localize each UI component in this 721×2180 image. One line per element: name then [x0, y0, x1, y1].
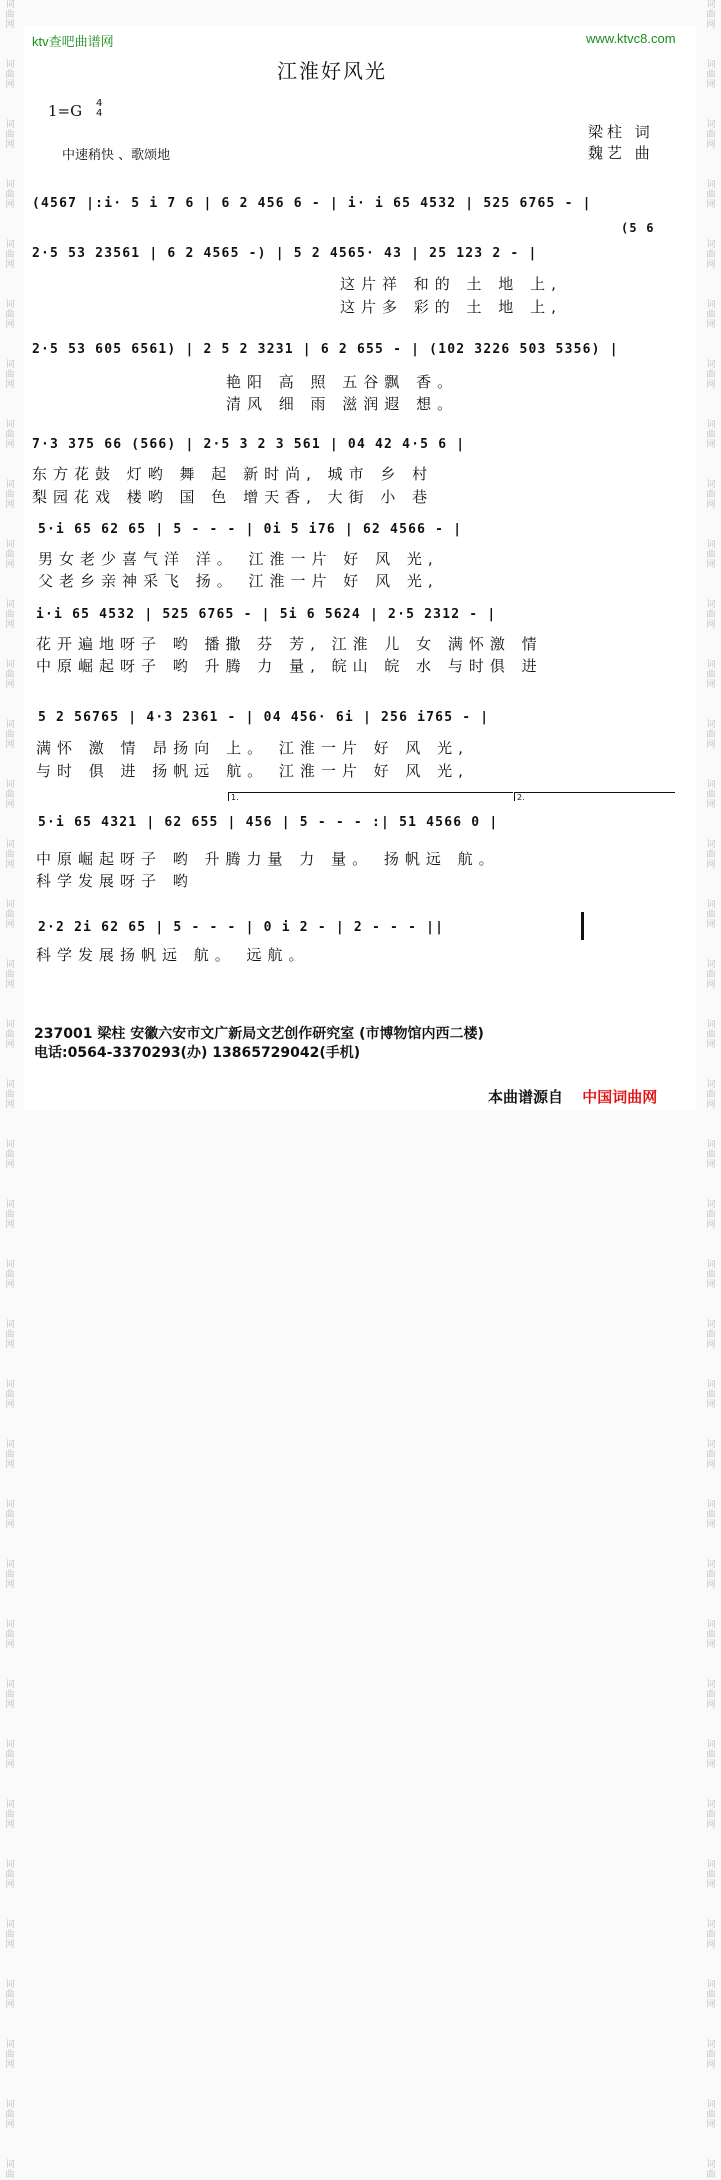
watermark-char: 网 — [5, 620, 15, 630]
watermark-char: 网 — [706, 680, 716, 690]
score-row-5: 5·i 65 62 65 | 5 - - - | 0i 5 i76 | 62 4566 - | — [38, 522, 463, 537]
watermark-char: 曲 — [5, 850, 15, 860]
watermark-char: 曲 — [5, 730, 15, 740]
watermark-char: 网 — [706, 800, 716, 810]
watermark-char: 网 — [706, 920, 716, 930]
watermark-char: 词 — [706, 60, 716, 70]
watermark-char: 网 — [5, 380, 15, 390]
lyric-row-4-verse-2: 梨园花戏 楼哟 国 色 增天香, 大街 小 巷 — [32, 488, 434, 506]
watermark-char: 网 — [706, 140, 716, 150]
lyric-row-3-verse-2: 清风 细 雨 滋润遐 想。 — [226, 395, 459, 413]
watermark-char: 词 — [706, 600, 716, 610]
watermark-char: 词 — [706, 1800, 716, 1810]
watermark-char: 曲 — [5, 1930, 15, 1940]
score-row-4: 7·3 375 66 (566) | 2·5 3 2 3 561 | 04 42 4·5 6 | — [32, 437, 466, 452]
watermark-char: 曲 — [706, 130, 716, 140]
watermark-char: 曲 — [5, 310, 15, 320]
watermark-char: 网 — [5, 1340, 15, 1350]
lyric-row-3-verse-1: 艳阳 高 照 五谷飘 香。 — [226, 373, 459, 391]
watermark-char: 曲 — [5, 790, 15, 800]
watermark-char: 词 — [5, 540, 15, 550]
watermark-char: 词 — [5, 720, 15, 730]
watermark-char: 曲 — [5, 250, 15, 260]
watermark-char: 网 — [706, 560, 716, 570]
left-site-link[interactable]: ktv查吧曲谱网 — [32, 34, 114, 49]
watermark-char: 词 — [706, 2040, 716, 2050]
watermark-char: 词 — [706, 1020, 716, 1030]
watermark-char: 词 — [5, 1020, 15, 1030]
watermark-char: 网 — [706, 740, 716, 750]
watermark-char: 曲 — [5, 1150, 15, 1160]
watermark-char: 曲 — [706, 430, 716, 440]
score-row-7: 5 2 56765 | 4·3 2361 - | 04 456· 6i | 256 i765 - | — [38, 710, 490, 725]
watermark-char: 网 — [706, 1280, 716, 1290]
watermark-char: 曲 — [706, 2110, 716, 2120]
watermark-char: 词 — [5, 1980, 15, 1990]
contact-address: 237001 梁柱 安徽六安市文广新局文艺创作研究室 (市博物馆内西二楼) — [34, 1026, 484, 1042]
watermark-char: 网 — [5, 140, 15, 150]
watermark-char: 曲 — [5, 1870, 15, 1880]
watermark-char: 曲 — [706, 1750, 716, 1760]
watermark-char: 网 — [5, 1820, 15, 1830]
watermark-char: 词 — [706, 1620, 716, 1630]
watermark-char: 词 — [706, 1680, 716, 1690]
watermark-char: 网 — [5, 920, 15, 930]
watermark-char: 词 — [706, 0, 716, 10]
watermark-char: 曲 — [5, 1690, 15, 1700]
watermark-char: 词 — [5, 1800, 15, 1810]
watermark-char: 词 — [5, 1620, 15, 1630]
score-row-6: i·i 65 4532 | 525 6765 - | 5i 6 5624 | 2·5 2312 - | — [36, 607, 497, 622]
watermark-char: 词 — [706, 480, 716, 490]
watermark-char: 曲 — [5, 190, 15, 200]
watermark-char: 词 — [5, 300, 15, 310]
watermark-char: 词 — [706, 1260, 716, 1270]
watermark-char: 曲 — [5, 550, 15, 560]
score-row-9: 2·2 2i 62 65 | 5 - - - | 0 i 2 - | 2 - - - || — [38, 920, 445, 935]
watermark-char: 网 — [706, 20, 716, 30]
watermark-char: 词 — [5, 1380, 15, 1390]
watermark-char: 网 — [706, 500, 716, 510]
watermark-char: 曲 — [706, 1450, 716, 1460]
watermark-char: 曲 — [706, 1150, 716, 1160]
watermark-char: 曲 — [706, 1210, 716, 1220]
watermark-char: 网 — [706, 2060, 716, 2070]
watermark-char: 网 — [706, 1460, 716, 1470]
watermark-char: 曲 — [706, 670, 716, 680]
watermark-char: 词 — [706, 1200, 716, 1210]
watermark-char: 词 — [706, 2160, 716, 2170]
lyricist-credit: 梁柱 词 — [588, 123, 654, 141]
watermark-char: 网 — [5, 2000, 15, 2010]
watermark-char: 曲 — [706, 1510, 716, 1520]
composer-credit: 魏艺 曲 — [588, 144, 654, 162]
watermark-char: 网 — [5, 680, 15, 690]
lyric-row-2-verse-1: 这片祥 和的 土 地 上, — [340, 275, 562, 293]
watermark-char: 曲 — [706, 970, 716, 980]
grace-notes: (5 6 — [621, 221, 655, 235]
watermark-char: 词 — [706, 540, 716, 550]
watermark-char: 词 — [706, 1560, 716, 1570]
watermark-char: 词 — [5, 2040, 15, 2050]
watermark-char: 网 — [5, 1040, 15, 1050]
watermark-char: 曲 — [5, 1630, 15, 1640]
watermark-char: 曲 — [5, 1270, 15, 1280]
watermark-char: 词 — [5, 2100, 15, 2110]
watermark-char: 网 — [706, 1220, 716, 1230]
lyric-row-5-verse-1: 男女老少喜气洋 洋。 江淮一片 好 风 光, — [38, 550, 439, 568]
watermark-char: 词 — [706, 1980, 716, 1990]
watermark-char: 曲 — [5, 1390, 15, 1400]
watermark-char: 词 — [5, 780, 15, 790]
watermark-char: 网 — [706, 200, 716, 210]
lyric-row-5-verse-2: 父老乡亲神采飞 扬。 江淮一片 好 风 光, — [38, 572, 439, 590]
watermark-char: 词 — [5, 180, 15, 190]
watermark-char: 曲 — [706, 1630, 716, 1640]
watermark-char: 网 — [706, 1700, 716, 1710]
watermark-char: 曲 — [5, 1990, 15, 2000]
watermark-char: 曲 — [5, 370, 15, 380]
key-signature: 1=G — [48, 102, 83, 120]
watermark-char: 词 — [5, 1500, 15, 1510]
watermark-char: 词 — [5, 840, 15, 850]
watermark-char: 网 — [5, 2120, 15, 2130]
watermark-char: 曲 — [706, 1810, 716, 1820]
watermark-char: 网 — [5, 1160, 15, 1170]
watermark-char: 词 — [706, 780, 716, 790]
watermark-char: 词 — [706, 720, 716, 730]
watermark-char: 曲 — [5, 1750, 15, 1760]
watermark-char: 网 — [5, 980, 15, 990]
watermark-char: 网 — [706, 1160, 716, 1170]
watermark-char: 曲 — [706, 1870, 716, 1880]
watermark-char: 网 — [5, 740, 15, 750]
watermark-char: 曲 — [5, 70, 15, 80]
source-site-link[interactable]: 中国词曲网 — [582, 1088, 658, 1106]
watermark-char: 词 — [706, 300, 716, 310]
watermark-char: 词 — [706, 1500, 716, 1510]
watermark-char: 曲 — [5, 1210, 15, 1220]
watermark-char: 词 — [5, 1560, 15, 1570]
watermark-char: 词 — [706, 2100, 716, 2110]
right-site-link[interactable]: www.ktvc8.com — [586, 31, 676, 46]
watermark-char: 曲 — [5, 610, 15, 620]
watermark-char: 网 — [706, 1820, 716, 1830]
watermark-char: 曲 — [706, 1090, 716, 1100]
tempo-marking: 中速稍快 、歌颂地 — [62, 148, 171, 163]
watermark-char: 网 — [5, 1100, 15, 1110]
watermark-char: 词 — [706, 1380, 716, 1390]
watermark-char: 网 — [706, 2000, 716, 2010]
watermark-char: 曲 — [706, 370, 716, 380]
watermark-char: 曲 — [706, 10, 716, 20]
watermark-char: 曲 — [5, 130, 15, 140]
watermark-char: 词 — [706, 1860, 716, 1870]
watermark-char: 网 — [5, 260, 15, 270]
watermark-char: 网 — [706, 1340, 716, 1350]
watermark-char: 词 — [706, 420, 716, 430]
time-signature — [96, 99, 102, 119]
watermark-char: 网 — [5, 20, 15, 30]
watermark-char: 曲 — [706, 850, 716, 860]
watermark-char: 词 — [706, 660, 716, 670]
watermark-char: 曲 — [706, 190, 716, 200]
watermark-char: 词 — [706, 1140, 716, 1150]
watermark-char: 网 — [5, 440, 15, 450]
watermark-char: 网 — [5, 1760, 15, 1770]
watermark-char: 词 — [706, 1320, 716, 1330]
watermark-char: 网 — [706, 860, 716, 870]
watermark-char: 曲 — [706, 910, 716, 920]
source-credit — [488, 1086, 657, 1107]
watermark-char: 曲 — [706, 1270, 716, 1280]
watermark-char: 曲 — [706, 1330, 716, 1340]
watermark-char: 网 — [5, 1580, 15, 1590]
watermark-char: 网 — [5, 1880, 15, 1890]
score-row-8: 5·i 65 4321 | 62 655 | 456 | 5 - - - :| 51 4566 0 | — [38, 815, 499, 830]
watermark-left — [2, 0, 18, 2180]
watermark-char: 网 — [5, 80, 15, 90]
score-row-3: 2·5 53 605 6561) | 2 5 2 3231 | 6 2 655 - | (102 3226 503 5356) | — [32, 342, 619, 357]
watermark-char: 词 — [5, 480, 15, 490]
watermark-char: 曲 — [706, 70, 716, 80]
watermark-char: 曲 — [5, 1810, 15, 1820]
score-row-2: 2·5 53 23561 | 6 2 4565 -) | 5 2 4565· 43 | 25 123 2 - | — [32, 246, 538, 261]
watermark-char: 词 — [5, 1740, 15, 1750]
watermark-char: 曲 — [706, 310, 716, 320]
watermark-char: 网 — [5, 1220, 15, 1230]
watermark-char: 网 — [5, 320, 15, 330]
watermark-char: 曲 — [706, 490, 716, 500]
watermark-char: 词 — [5, 360, 15, 370]
watermark-char: 词 — [5, 1680, 15, 1690]
watermark-char: 网 — [5, 1280, 15, 1290]
watermark-char: 网 — [5, 500, 15, 510]
watermark-char: 曲 — [706, 790, 716, 800]
volta-second-ending: 2. — [514, 792, 675, 801]
watermark-char: 词 — [706, 1920, 716, 1930]
watermark-char: 词 — [706, 1740, 716, 1750]
watermark-char: 网 — [5, 1700, 15, 1710]
watermark-char: 曲 — [5, 1330, 15, 1340]
watermark-char: 网 — [706, 1760, 716, 1770]
watermark-char: 词 — [5, 900, 15, 910]
watermark-char: 词 — [5, 1920, 15, 1930]
watermark-right — [703, 0, 719, 2180]
watermark-char: 网 — [706, 1040, 716, 1050]
watermark-char: 网 — [5, 1640, 15, 1650]
watermark-char: 曲 — [706, 1930, 716, 1940]
watermark-char: 词 — [706, 1080, 716, 1090]
watermark-char: 词 — [5, 1140, 15, 1150]
watermark-char: 曲 — [5, 1570, 15, 1580]
watermark-char: 曲 — [706, 1990, 716, 2000]
watermark-char: 网 — [5, 2060, 15, 2070]
watermark-char: 网 — [5, 800, 15, 810]
watermark-char: 词 — [5, 60, 15, 70]
watermark-char: 网 — [706, 1940, 716, 1950]
watermark-char: 曲 — [5, 1090, 15, 1100]
watermark-char: 网 — [5, 1940, 15, 1950]
watermark-char: 词 — [5, 240, 15, 250]
watermark-char: 曲 — [706, 250, 716, 260]
watermark-char: 词 — [5, 960, 15, 970]
watermark-char: 词 — [706, 180, 716, 190]
watermark-char: 词 — [5, 120, 15, 130]
watermark-char: 网 — [5, 560, 15, 570]
watermark-char: 词 — [706, 1440, 716, 1450]
watermark-char: 曲 — [706, 550, 716, 560]
lyric-row-4-verse-1: 东方花鼓 灯哟 舞 起 新时尚, 城市 乡 村 — [32, 465, 434, 483]
watermark-char: 网 — [706, 320, 716, 330]
watermark-char: 网 — [706, 80, 716, 90]
watermark-char: 词 — [706, 120, 716, 130]
watermark-char: 曲 — [5, 2170, 15, 2180]
watermark-char: 曲 — [706, 2170, 716, 2180]
watermark-char: 词 — [5, 600, 15, 610]
watermark-char: 网 — [706, 1640, 716, 1650]
watermark-char: 网 — [706, 620, 716, 630]
song-title: 江淮好风光 — [277, 59, 387, 83]
source-label: 本曲谱源自 — [488, 1088, 564, 1106]
watermark-char: 词 — [706, 960, 716, 970]
watermark-char: 词 — [5, 660, 15, 670]
watermark-char: 曲 — [5, 1030, 15, 1040]
watermark-char: 网 — [706, 1100, 716, 1110]
watermark-char: 曲 — [5, 910, 15, 920]
watermark-char: 词 — [706, 240, 716, 250]
watermark-char: 网 — [706, 1580, 716, 1590]
watermark-char: 词 — [706, 900, 716, 910]
watermark-char: 网 — [5, 1520, 15, 1530]
time-top: 4 — [96, 98, 103, 109]
volta-first-ending: 1. — [228, 792, 513, 801]
watermark-char: 网 — [706, 260, 716, 270]
watermark-char: 网 — [706, 980, 716, 990]
watermark-char: 曲 — [5, 1510, 15, 1520]
watermark-char: 曲 — [5, 970, 15, 980]
watermark-char: 网 — [706, 1880, 716, 1890]
lyric-row-9: 科学发展扬帆远 航。 远航。 — [36, 946, 310, 964]
lyric-row-6-verse-2: 中原崛起呀子 哟 升腾 力 量, 皖山 皖 水 与时俱 进 — [36, 657, 543, 675]
watermark-char: 网 — [5, 1400, 15, 1410]
watermark-char: 词 — [706, 360, 716, 370]
watermark-char: 曲 — [706, 2050, 716, 2060]
watermark-char: 曲 — [706, 610, 716, 620]
watermark-char: 网 — [5, 200, 15, 210]
watermark-char: 网 — [706, 2120, 716, 2130]
watermark-char: 曲 — [5, 10, 15, 20]
watermark-char: 曲 — [706, 1030, 716, 1040]
lyric-row-8-verse-1: 中原崛起呀子 哟 升腾力量 力 量。 扬帆远 航。 — [36, 850, 500, 868]
watermark-char: 曲 — [5, 670, 15, 680]
watermark-char: 词 — [5, 2160, 15, 2170]
watermark-char: 网 — [706, 380, 716, 390]
watermark-char: 词 — [5, 1260, 15, 1270]
watermark-char: 曲 — [706, 1690, 716, 1700]
watermark-char: 词 — [706, 840, 716, 850]
watermark-char: 网 — [5, 1460, 15, 1470]
final-barline — [581, 912, 584, 940]
watermark-char: 网 — [706, 440, 716, 450]
watermark-char: 曲 — [5, 2050, 15, 2060]
watermark-char: 曲 — [5, 490, 15, 500]
watermark-char: 词 — [5, 1200, 15, 1210]
lyric-row-2-verse-2: 这片多 彩的 土 地 上, — [340, 298, 562, 316]
lyric-row-7-verse-2: 与时 俱 进 扬帆远 航。 江淮一片 好 风 光, — [36, 762, 469, 780]
watermark-char: 网 — [706, 1400, 716, 1410]
watermark-char: 曲 — [706, 1570, 716, 1580]
watermark-char: 词 — [5, 420, 15, 430]
lyric-row-6-verse-1: 花开遍地呀子 哟 播撒 芬 芳, 江淮 儿 女 满怀激 情 — [36, 635, 543, 653]
watermark-char: 词 — [5, 1320, 15, 1330]
watermark-char: 曲 — [5, 1450, 15, 1460]
watermark-char: 曲 — [706, 1390, 716, 1400]
watermark-char: 词 — [5, 1440, 15, 1450]
time-bottom: 4 — [96, 108, 103, 119]
score-row-1: (4567 |:i· 5 i 7 6 | 6 2 456 6 - | i· i 65 4532 | 525 6765 - | — [32, 196, 592, 211]
watermark-char: 词 — [5, 0, 15, 10]
watermark-char: 网 — [706, 1520, 716, 1530]
lyric-row-7-verse-1: 满怀 激 情 昂扬向 上。 江淮一片 好 风 光, — [36, 739, 469, 757]
watermark-char: 曲 — [5, 430, 15, 440]
watermark-char: 网 — [5, 860, 15, 870]
watermark-char: 词 — [5, 1860, 15, 1870]
watermark-char: 曲 — [5, 2110, 15, 2120]
contact-phone: 电话:0564-3370293(办) 13865729042(手机) — [34, 1045, 361, 1061]
lyric-row-8-verse-2: 科学发展呀子 哟 — [36, 872, 194, 890]
watermark-char: 曲 — [706, 730, 716, 740]
watermark-char: 词 — [5, 1080, 15, 1090]
